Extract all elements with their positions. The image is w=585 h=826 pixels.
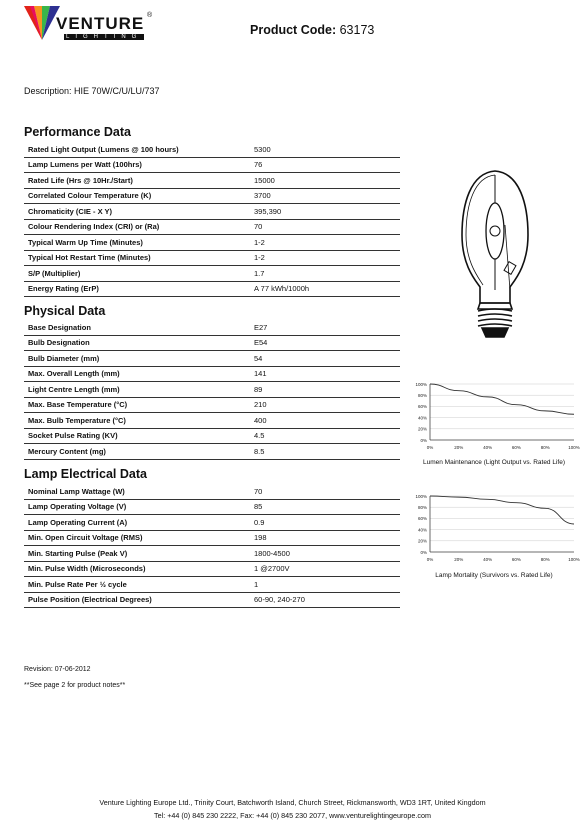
lumen-chart-y-tick-label: 20% (417, 426, 427, 432)
spec-label: Mercury Content (mg) (24, 444, 250, 460)
spec-row (24, 530, 400, 546)
spec-label: Typical Hot Restart Time (Minutes) (24, 250, 250, 266)
spec-label: Max. Base Temperature (°C) (24, 397, 250, 413)
mortality-chart-x-tick-label: 40% (483, 557, 493, 562)
logo-registered-mark: ® (147, 12, 153, 19)
spec-label: Min. Open Circuit Voltage (RMS) (24, 530, 250, 546)
spec-label: Pulse Position (Electrical Degrees) (24, 592, 250, 608)
revision-text: Revision: 07-06-2012 (24, 666, 91, 673)
product-code-label: Product Code: (250, 23, 337, 37)
product-notes-text: **See page 2 for product notes** (24, 682, 126, 689)
spec-value: 1-2 (250, 250, 400, 266)
spec-row (24, 281, 400, 297)
mortality-chart-x-tick-label: 80% (540, 557, 550, 562)
mortality-chart-y-tick-label: 20% (417, 538, 427, 544)
mortality-chart-x-tick-label: 20% (454, 557, 464, 562)
mortality-chart-y-tick-label: 60% (417, 516, 427, 522)
spec-value: 85 (250, 499, 400, 515)
lamp-mortality-chart (408, 490, 580, 570)
lumen-chart-x-tick-label: 20% (454, 445, 464, 450)
spec-row (24, 173, 400, 189)
spec-value: 1 @2700V (250, 561, 400, 577)
spec-label: Min. Pulse Rate Per ½ cycle (24, 577, 250, 593)
spec-label: Typical Warm Up Time (Minutes) (24, 235, 250, 251)
spec-row (24, 444, 400, 460)
spec-row (24, 484, 400, 499)
spec-row (24, 561, 400, 577)
spec-row (24, 157, 400, 173)
spec-row (24, 219, 400, 235)
spec-value: 5300 (250, 142, 400, 157)
product-code (250, 23, 374, 37)
lumen-chart-y-tick-label: 40% (417, 415, 427, 421)
spec-value: 60-90, 240-270 (250, 592, 400, 608)
performance-table (24, 142, 400, 297)
spec-value: E54 (250, 335, 400, 351)
spec-row (24, 397, 400, 413)
spec-row (24, 515, 400, 531)
spec-value: 210 (250, 397, 400, 413)
mortality-chart-y-tick-label: 0% (420, 549, 427, 555)
spec-value: 89 (250, 382, 400, 398)
spec-row (24, 266, 400, 282)
spec-value: 1800-4500 (250, 546, 400, 562)
spec-label: Bulb Diameter (mm) (24, 351, 250, 367)
spec-value: 70 (250, 219, 400, 235)
spec-value: 1-2 (250, 235, 400, 251)
mortality-chart-x-tick-label: 100% (568, 557, 580, 562)
spec-label: Lamp Lumens per Watt (100hrs) (24, 157, 250, 173)
spec-row (24, 204, 400, 220)
mortality-chart-series-line (430, 496, 574, 524)
spec-label: Correlated Colour Temperature (K) (24, 188, 250, 204)
lamp-drawing (450, 165, 540, 345)
lumen-chart-y-tick-label: 100% (415, 381, 427, 387)
electrical-title: Lamp Electrical Data (24, 467, 147, 481)
spec-value: 395,390 (250, 204, 400, 220)
lumen-chart-x-tick-label: 40% (483, 445, 493, 450)
spec-label: Max. Bulb Temperature (°C) (24, 413, 250, 429)
spec-label: S/P (Multiplier) (24, 266, 250, 282)
lumen-chart-y-tick-label: 0% (420, 437, 427, 443)
spec-label: Nominal Lamp Wattage (W) (24, 484, 250, 499)
mortality-chart-x-tick-label: 60% (511, 557, 521, 562)
spec-value: 8.5 (250, 444, 400, 460)
spec-row (24, 235, 400, 251)
spec-label: Rated Life (Hrs @ 10Hr./Start) (24, 173, 250, 189)
spec-label: Rated Light Output (Lumens @ 100 hours) (24, 142, 250, 157)
spec-value: A 77 kWh/1000h (250, 281, 400, 297)
spec-label: Bulb Designation (24, 335, 250, 351)
logo-subtitle: LIGHTING (66, 34, 143, 40)
lumen-chart-x-tick-label: 60% (511, 445, 521, 450)
spec-label: Base Designation (24, 320, 250, 335)
lumen-chart-x-tick-label: 100% (568, 445, 580, 450)
spec-row (24, 250, 400, 266)
spec-row (24, 592, 400, 608)
spec-value: 15000 (250, 173, 400, 189)
lumen-maintenance-chart (408, 378, 580, 458)
spec-row (24, 366, 400, 382)
spec-row (24, 188, 400, 204)
spec-label: Lamp Operating Voltage (V) (24, 499, 250, 515)
mortality-chart-y-tick-label: 100% (415, 493, 427, 499)
spec-value: 0.9 (250, 515, 400, 531)
spec-value: E27 (250, 320, 400, 335)
spec-row (24, 382, 400, 398)
performance-title: Performance Data (24, 125, 131, 139)
physical-table (24, 320, 400, 460)
lumen-chart-series-line (430, 384, 574, 414)
mortality-chart-x-tick-label: 0% (426, 557, 434, 562)
physical-title: Physical Data (24, 304, 106, 318)
spec-row (24, 577, 400, 593)
spec-value: 198 (250, 530, 400, 546)
spec-label: Min. Starting Pulse (Peak V) (24, 546, 250, 562)
spec-label: Min. Pulse Width (Microseconds) (24, 561, 250, 577)
lumen-maintenance-caption: Lumen Maintenance (Light Output vs. Rated Life) (423, 459, 565, 466)
spec-label: Light Centre Length (mm) (24, 382, 250, 398)
spec-value: 3700 (250, 188, 400, 204)
mortality-chart-y-tick-label: 40% (417, 527, 427, 533)
lumen-chart-y-tick-label: 60% (417, 404, 427, 410)
footer-address: Venture Lighting Europe Ltd., Trinity Court, Batchworth Island, Church Street, Rickmansworth, WD3 1RT, United Kingdom (99, 798, 486, 807)
product-code-value: 63173 (339, 23, 375, 37)
logo (24, 6, 184, 46)
spec-row (24, 142, 400, 157)
electrical-table (24, 484, 400, 608)
spec-value: 1.7 (250, 266, 400, 282)
spec-row (24, 320, 400, 335)
spec-row (24, 351, 400, 367)
spec-label: Colour Rendering Index (CRI) or (Ra) (24, 219, 250, 235)
lumen-chart-y-tick-label: 80% (417, 393, 427, 398)
spec-label: Energy Rating (ErP) (24, 281, 250, 297)
spec-value: 141 (250, 366, 400, 382)
spec-value: 76 (250, 157, 400, 173)
spec-value: 70 (250, 484, 400, 499)
spec-label: Max. Overall Length (mm) (24, 366, 250, 382)
spec-row (24, 335, 400, 351)
mortality-chart-y-tick-label: 80% (417, 505, 427, 510)
spec-value: 400 (250, 413, 400, 429)
spec-row (24, 546, 400, 562)
logo-wordmark: VENTURE (56, 14, 145, 33)
spec-label: Lamp Operating Current (A) (24, 515, 250, 531)
logo-prism-icon (24, 6, 60, 40)
description: Description: HIE 70W/C/U/LU/737 (24, 86, 160, 96)
footer-contact: Tel: +44 (0) 845 230 2222, Fax: +44 (0) 845 230 2077, www.venturelightingeurope.com (154, 811, 431, 820)
lumen-chart-x-tick-label: 0% (426, 445, 434, 450)
spec-row (24, 499, 400, 515)
spec-value: 54 (250, 351, 400, 367)
lumen-chart-x-tick-label: 80% (540, 445, 550, 450)
spec-value: 1 (250, 577, 400, 593)
spec-row (24, 413, 400, 429)
spec-value: 4.5 (250, 428, 400, 444)
spec-label: Socket Pulse Rating (KV) (24, 428, 250, 444)
spec-row (24, 428, 400, 444)
lamp-mortality-caption: Lamp Mortality (Survivors vs. Rated Life) (435, 572, 553, 579)
spec-label: Chromaticity (CIE - X Y) (24, 204, 250, 220)
